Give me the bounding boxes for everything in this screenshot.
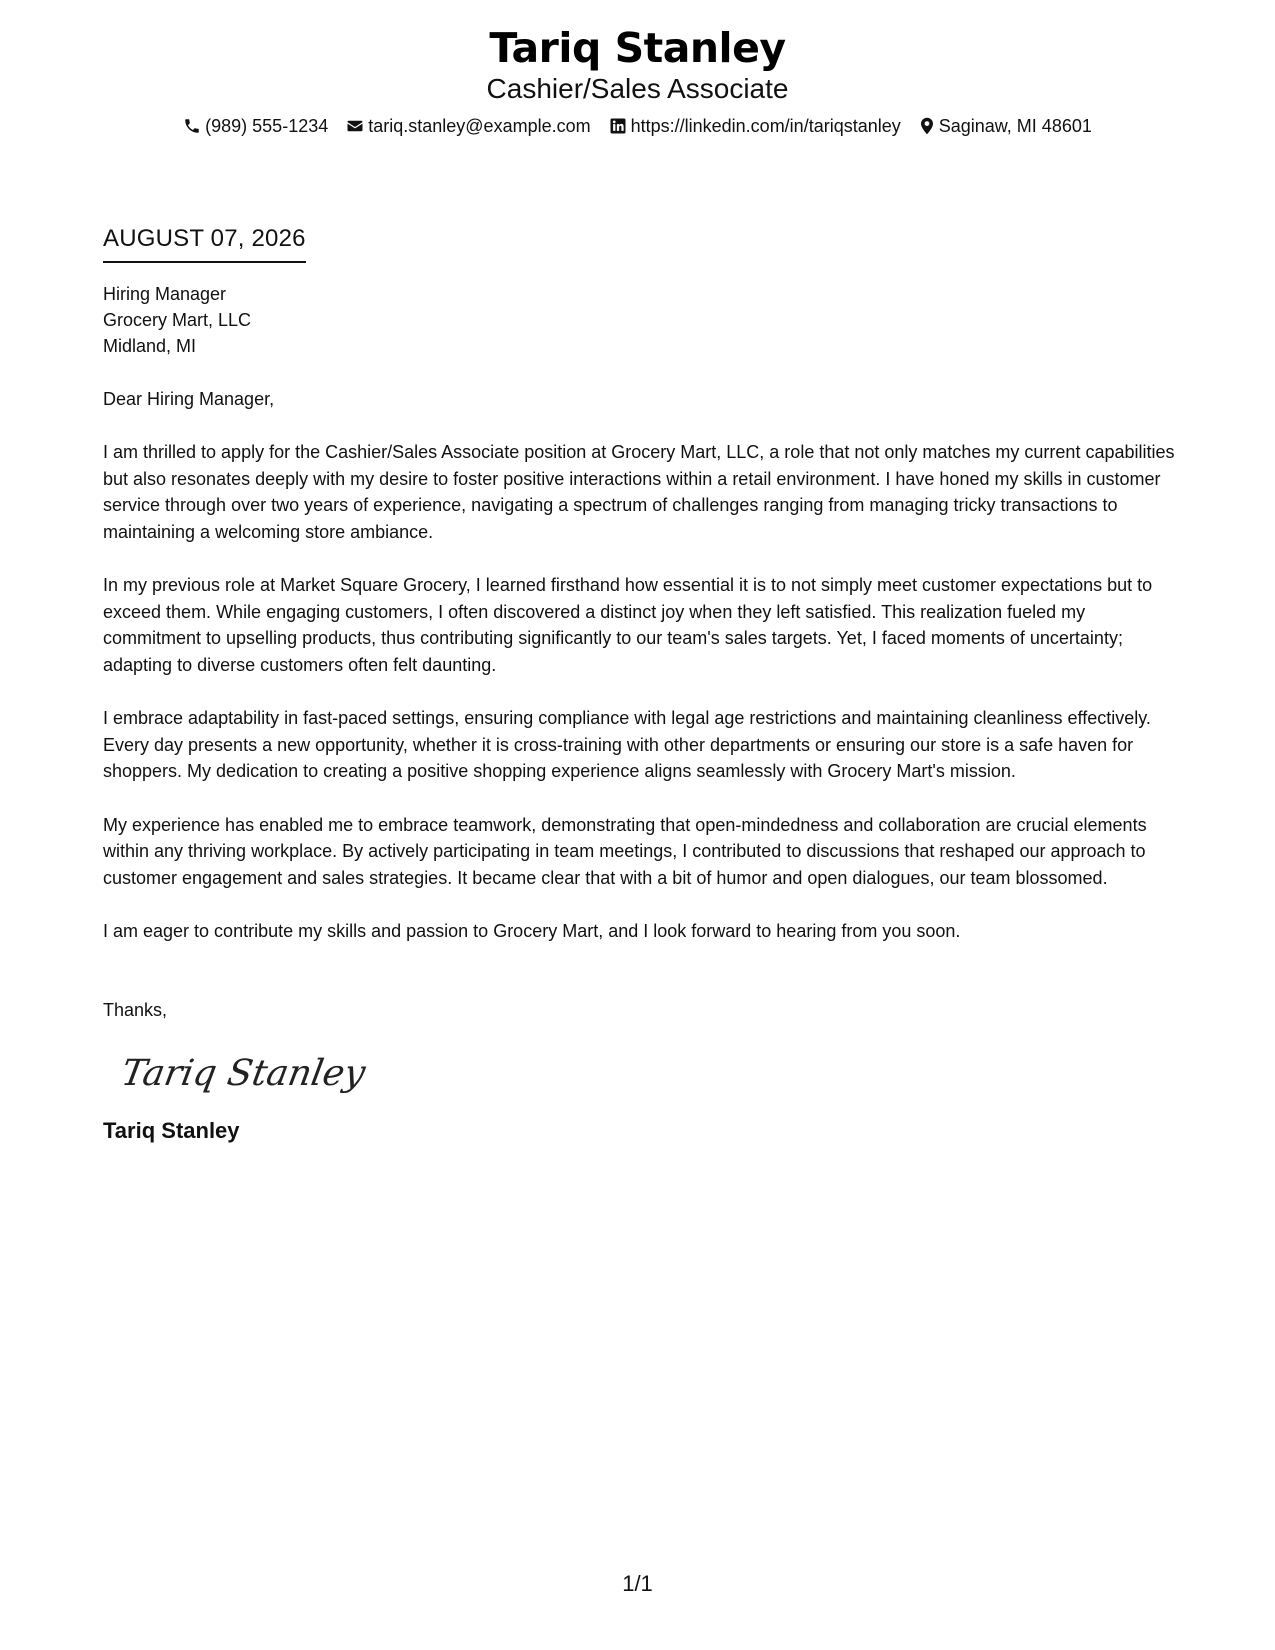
phone-number: (989) 555-1234 (205, 116, 329, 136)
recipient-line: Hiring Manager (103, 284, 227, 304)
body-paragraph: My experience has enabled me to embrace teamwork, demonstrating that open-mindedness and collaboration are crucial elements within any thriving workplace. By actively participating in team meetings, I contributed to discussions that reshaped our approach to customer engagement and sales strategies. It became clear that with a bit of humor and open dialogues, our team blossomed. (103, 814, 1147, 888)
applicant-name: Tariq Stanley (489, 24, 786, 72)
contact-linkedin[interactable] (609, 114, 901, 138)
letter-date: AUGUST 07, 2026 (103, 224, 306, 263)
applicant-title: Cashier/Sales Associate (486, 73, 789, 104)
recipient-block (103, 281, 1175, 359)
body-paragraph: I am thrilled to apply for the Cashier/Sales Associate position at Grocery Mart, LLC, a role that not only matches my current capabilities but also resonates deeply with my desire to foster positive interactions within a retail environment. I have honed my skills in customer service through over two years of experience, navigating a spectrum of challenges ranging from managing tricky transactions to maintaining a welcoming store ambiance. (103, 442, 1175, 542)
envelope-icon (346, 117, 364, 135)
email-address[interactable]: tariq.stanley@example.com (368, 116, 591, 136)
salutation: Dear Hiring Manager, (103, 389, 275, 409)
letter-body (103, 224, 1175, 1145)
contact-location (919, 114, 1092, 138)
map-pin-icon (919, 117, 935, 135)
contact-phone (183, 114, 328, 138)
body-paragraph: I am eager to contribute my skills and passion to Grocery Mart, and I look forward to hearing from you soon. (103, 921, 961, 941)
handwritten-signature (118, 1045, 369, 1105)
linkedin-icon (609, 117, 627, 135)
body-paragraph: I embrace adaptability in fast-paced settings, ensuring compliance with legal age restrictions and maintaining cleanliness effectively. Every day presents a new opportunity, whether it is cross-training with other departments or ensuring our store is a safe haven for shoppers. My dedication to creating a positive shopping experience aligns seamlessly with Grocery Mart's mission. (103, 708, 1151, 781)
phone-icon (183, 117, 201, 135)
closing: Thanks, (103, 999, 168, 1020)
page-number: 1/1 (622, 1571, 653, 1596)
recipient-line: Grocery Mart, LLC (103, 310, 252, 330)
contact-info (0, 114, 1275, 138)
letter-header (0, 22, 1275, 138)
recipient-line: Midland, MI (103, 336, 197, 356)
body-paragraph: In my previous role at Market Square Grocery, I learned firsthand how essential it is to not simply meet customer expectations but to exceed them. While engaging customers, I often discovered a distinct joy when they left satisfied. This realization fueled my commitment to upselling products, thus contributing significantly to our team's sales targets. Yet, I faced moments of uncertainty; adapting to diverse customers often felt daunting. (103, 575, 1153, 675)
signature-text: Tariq Stanley (118, 1050, 369, 1094)
location-text: Saginaw, MI 48601 (938, 116, 1092, 136)
signer-name: Tariq Stanley (103, 1117, 240, 1143)
linkedin-url[interactable]: https://linkedin.com/in/tariqstanley (630, 116, 901, 136)
contact-email[interactable] (346, 114, 590, 138)
